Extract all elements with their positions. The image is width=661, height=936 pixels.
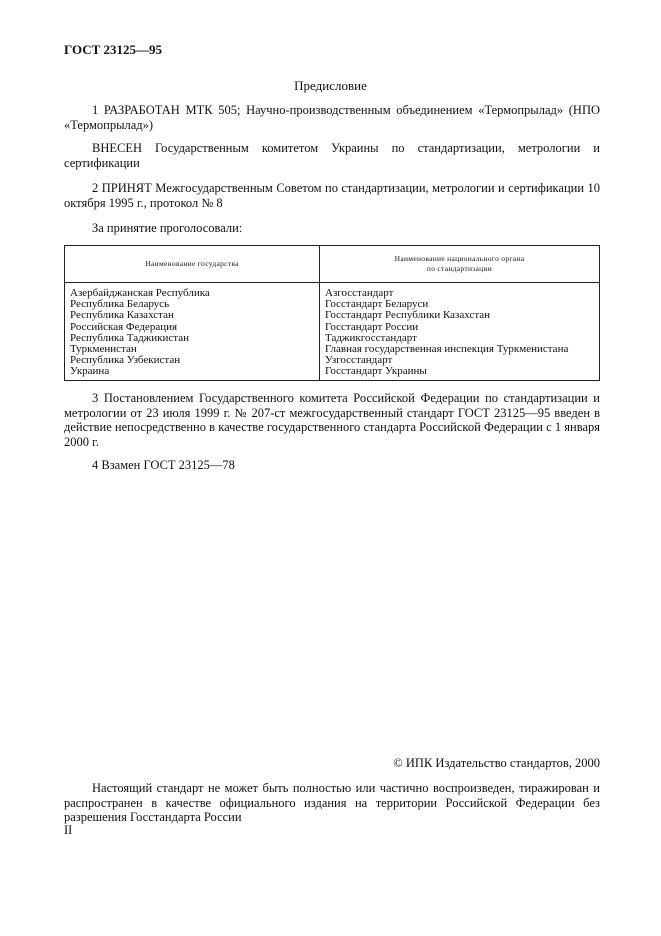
table-cell-state: Российская Федерация bbox=[70, 320, 178, 333]
column-header-national-body bbox=[320, 246, 600, 283]
column-header-state: Наименование государства bbox=[65, 246, 320, 283]
paragraph-introduced-by: ВНЕСЕН Государственным комитетом Украины по стандартизации, метрологии и сертификации bbox=[64, 141, 600, 170]
copyright-line: © ИПК Издательство стандартов, 2000 bbox=[393, 756, 600, 770]
paragraph-replaces: 4 Взамен ГОСТ 23125—78 bbox=[92, 458, 235, 472]
table-cell-state: Республика Таджикистан bbox=[70, 331, 189, 344]
states-column bbox=[65, 283, 320, 381]
voting-table bbox=[64, 245, 600, 381]
table-cell-body: Госстандарт России bbox=[325, 320, 419, 333]
table-cell-state: Республика Беларусь bbox=[70, 298, 170, 311]
page-title: Предисловие bbox=[294, 78, 367, 93]
paragraph-resolution: 3 Постановлением Государственного комитета Российской Федерации по стандартизации и метрологии от 23 июля 1999 г. № 207-ст межгосударственный стандарт ГОСТ 23125—95 введен в действие непосредственно в качестве государственного стандарта Российской Федерации с 1 января 2000 г. bbox=[64, 391, 600, 449]
table-cell-body: Азгосстандарт bbox=[325, 287, 394, 299]
column-header-national-body-line2: по стандартизации bbox=[426, 264, 493, 273]
table-cell-state: Туркменистан bbox=[70, 343, 137, 356]
table-cell-body: Госстандарт Беларуси bbox=[325, 298, 429, 311]
national-bodies-column bbox=[320, 283, 600, 381]
table-cell-state: Украина bbox=[70, 365, 110, 378]
reproduction-notice: Настоящий стандарт не может быть полностью или частично воспроизведен, тиражирован и распространен в качестве официального издания на территории Российской Федерации без разрешения Госстандарта России bbox=[64, 781, 600, 824]
paragraph-adopted: 2 ПРИНЯТ Межгосударственным Советом по стандартизации, метрологии и сертификации 10 октября 1995 г., протокол № 8 bbox=[64, 181, 600, 210]
table-cell-body: Узгосстандарт bbox=[325, 354, 393, 367]
paragraph-voted: За принятие проголосовали: bbox=[92, 221, 243, 235]
table-cell-body: Главная государственная инспекция Туркменистана bbox=[325, 343, 569, 356]
paragraph-developed-by: 1 РАЗРАБОТАН МТК 505; Научно-производственным объединением «Термопрылад» (НПО «Термопрылад») bbox=[64, 103, 600, 132]
table-cell-body: Госстандарт Украины bbox=[325, 365, 427, 378]
table-cell-state: Азербайджанская Республика bbox=[70, 287, 210, 299]
table-header-row bbox=[65, 246, 600, 283]
table-cell-body: Госстандарт Республики Казахстан bbox=[325, 309, 491, 322]
column-header-national-body-line1: Наименование национального органа bbox=[394, 254, 525, 263]
table-body-row bbox=[65, 283, 600, 381]
table-cell-body: Таджикгосстандарт bbox=[325, 331, 417, 344]
table-cell-state: Республика Узбекистан bbox=[70, 354, 181, 367]
table-cell-state: Республика Казахстан bbox=[70, 309, 174, 322]
page-number: II bbox=[64, 823, 73, 837]
standard-id: ГОСТ 23125—95 bbox=[64, 42, 163, 57]
